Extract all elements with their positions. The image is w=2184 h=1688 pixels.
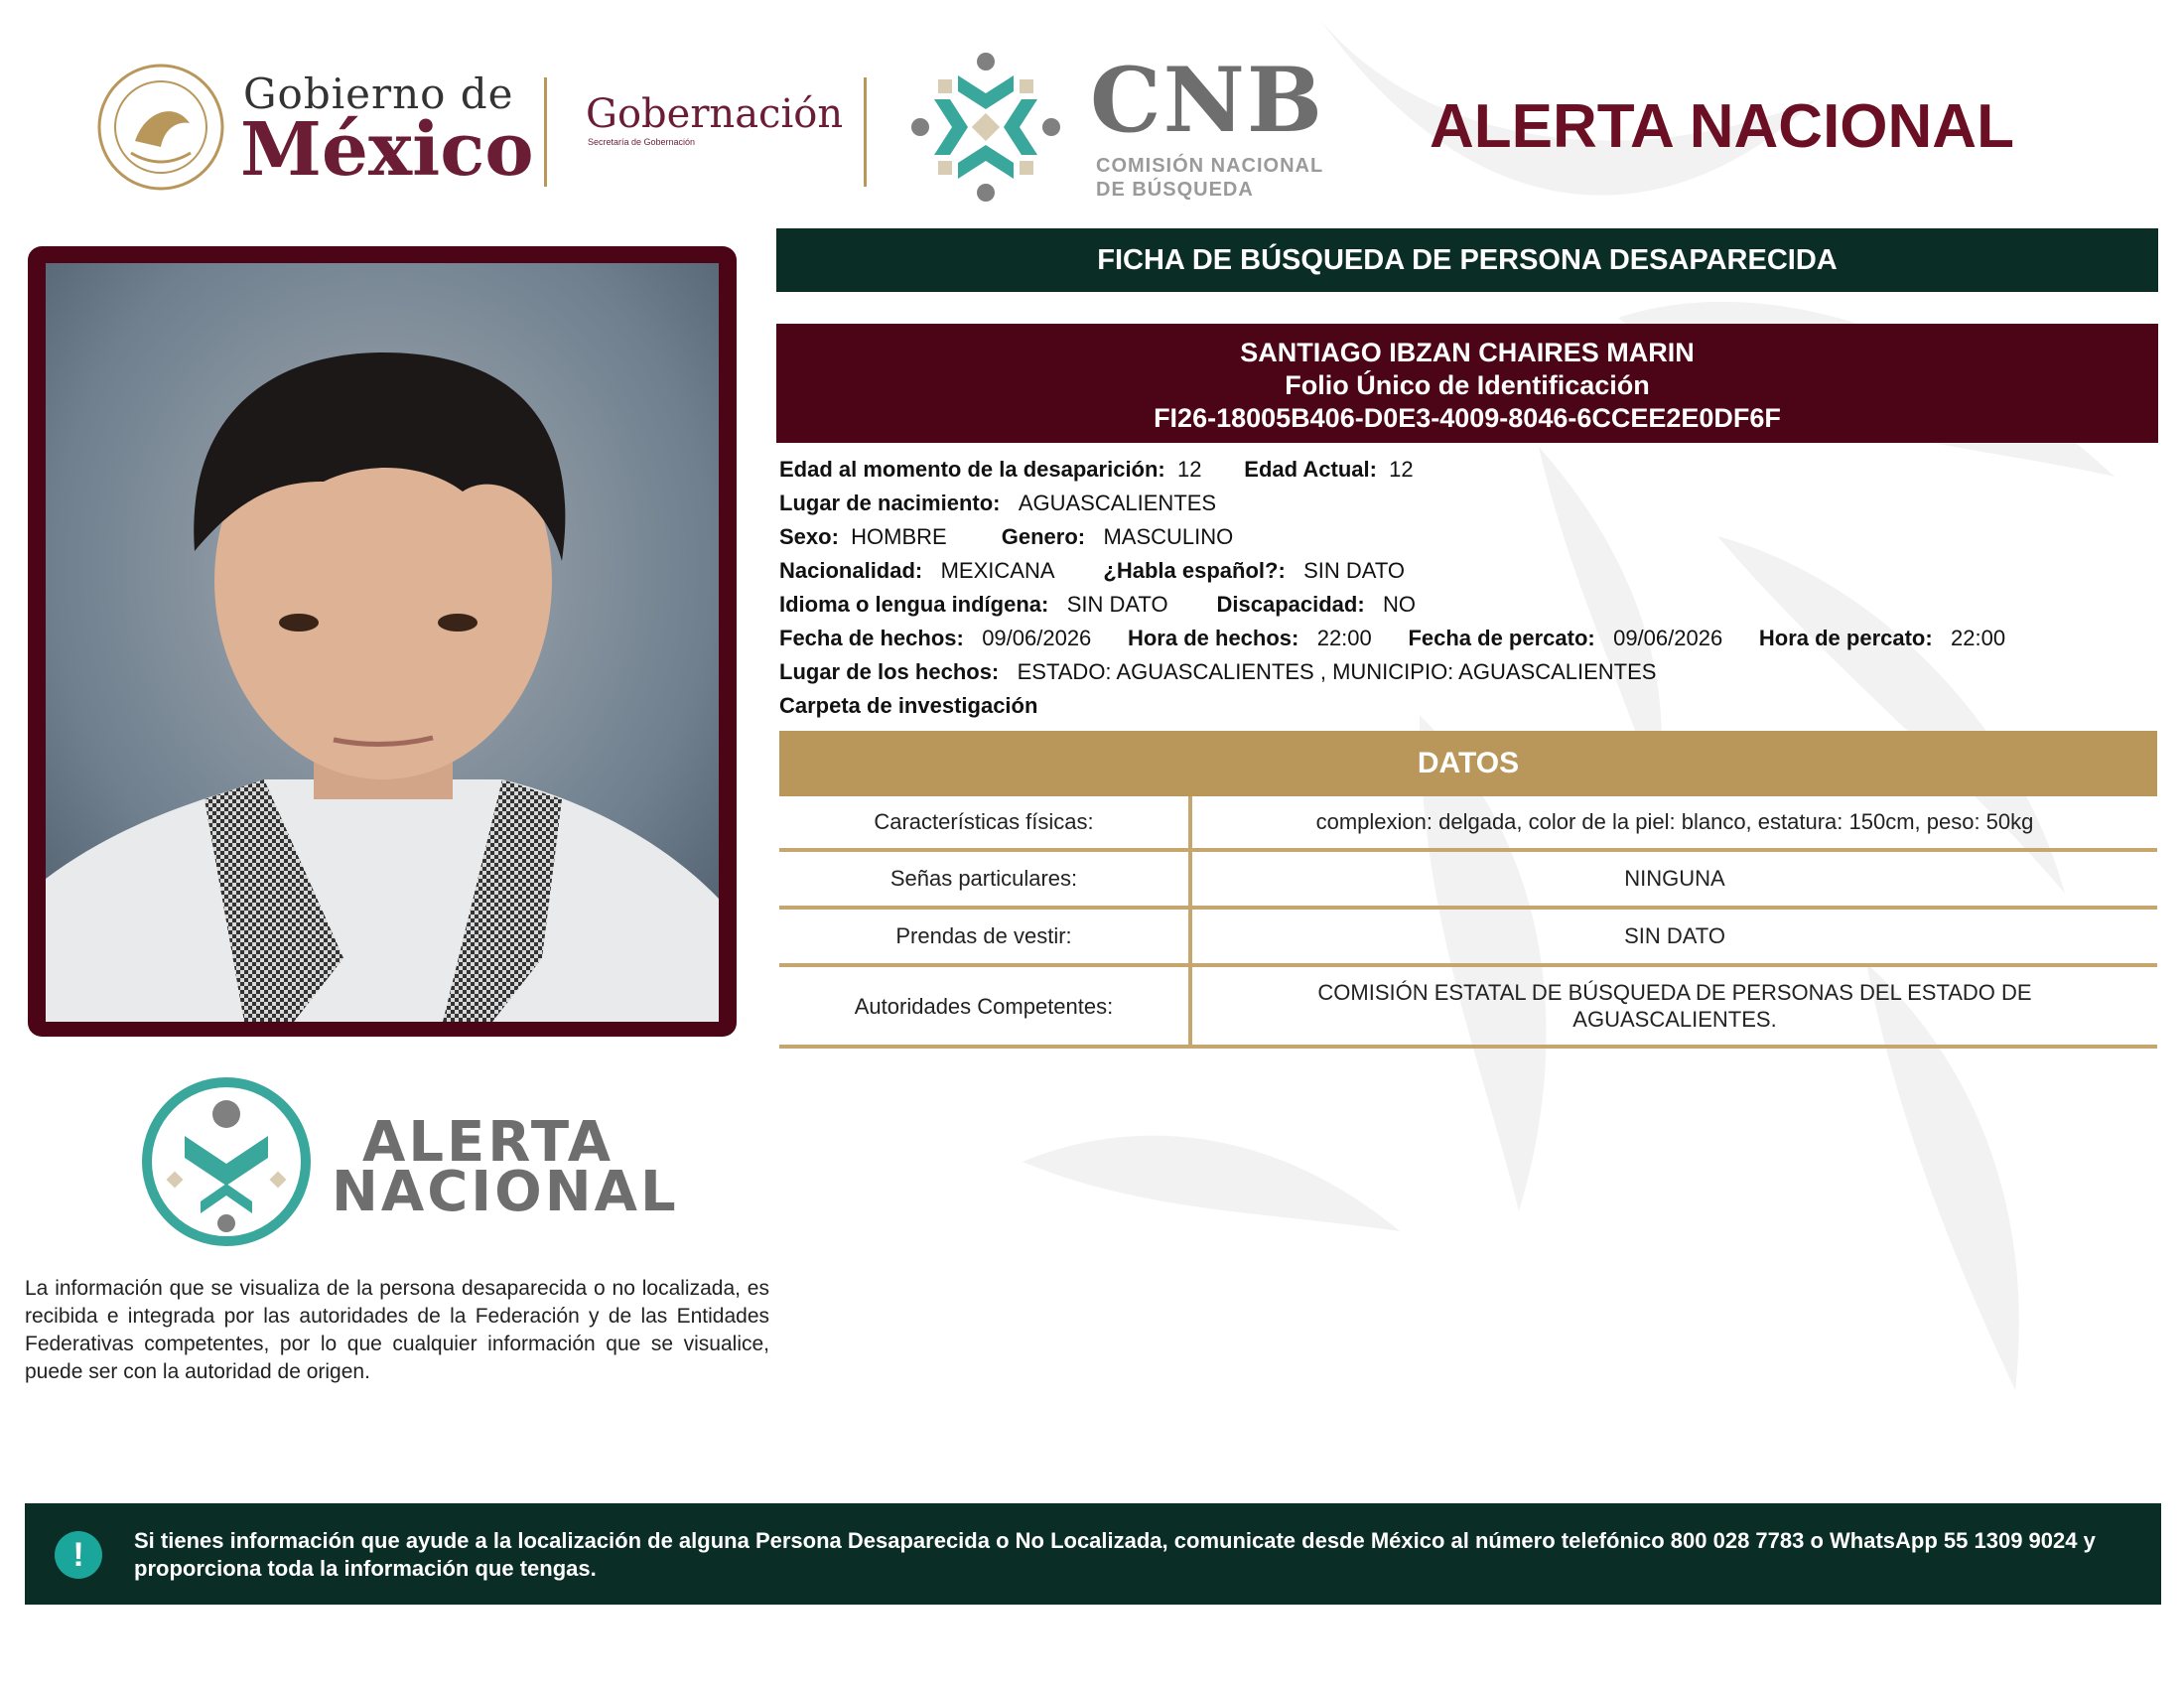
- datos-label: Autoridades Competentes:: [779, 965, 1190, 1047]
- header-divider: [864, 77, 867, 187]
- datos-label: Señas particulares:: [779, 850, 1190, 908]
- info-label: Edad Actual:: [1244, 457, 1377, 482]
- info-value: 12: [1177, 457, 1202, 482]
- info-label: Carpeta de investigación: [779, 693, 1038, 718]
- datos-label: Características físicas:: [779, 796, 1190, 850]
- info-label: Hora de hechos:: [1127, 626, 1299, 650]
- info-value: ESTADO: AGUASCALIENTES , MUNICIPIO: AGUASCALIENTES: [1017, 659, 1657, 684]
- mexico-seal-icon: [95, 62, 226, 193]
- table-row: [779, 908, 2157, 965]
- info-value: MASCULINO: [1103, 524, 1234, 549]
- gobernacion-subtitle: Secretaría de Gobernación: [588, 137, 696, 147]
- info-label: Nacionalidad:: [779, 558, 923, 583]
- table-row: [779, 965, 2157, 1047]
- info-value: 09/06/2026: [1613, 626, 1723, 650]
- info-label: Fecha de hechos:: [779, 626, 964, 650]
- gobierno-de-text: Gobierno de: [243, 70, 514, 118]
- footer-bar: [25, 1503, 2161, 1605]
- person-name: SANTIAGO IBZAN CHAIRES MARIN: [1240, 338, 1695, 367]
- cnb-logo-icon: [898, 40, 1073, 214]
- info-value: HOMBRE: [851, 524, 947, 549]
- nacional-logo-text: NACIONAL: [332, 1160, 679, 1224]
- alerta-nacional-header: ALERTA NACIONAL: [1430, 92, 2014, 161]
- info-label: Idioma o lengua indígena:: [779, 592, 1049, 617]
- info-value: 22:00: [1951, 626, 2006, 650]
- folio-label: Folio Único de Identificación: [1285, 370, 1650, 400]
- info-label: Lugar de los hechos:: [779, 659, 1000, 684]
- datos-table: [779, 796, 2157, 1049]
- datos-value: SIN DATO: [1190, 908, 2157, 965]
- header-divider: [544, 77, 547, 187]
- datos-value: NINGUNA: [1190, 850, 2157, 908]
- datos-label: Prendas de vestir:: [779, 908, 1190, 965]
- info-value: NO: [1383, 592, 1416, 617]
- exclamation-icon: !: [55, 1531, 102, 1579]
- info-label: Fecha de percato:: [1408, 626, 1595, 650]
- info-value: SIN DATO: [1303, 558, 1405, 583]
- info-value: AGUASCALIENTES: [1018, 491, 1217, 515]
- info-label: Hora de percato:: [1758, 626, 1933, 650]
- info-value: SIN DATO: [1066, 592, 1168, 617]
- info-line-carpeta: [779, 693, 1037, 719]
- ficha-title-bar: FICHA DE BÚSQUEDA DE PERSONA DESAPARECIDA: [776, 228, 2158, 292]
- cnb-subtitle-line1: COMISIÓN NACIONAL: [1096, 155, 1324, 177]
- info-label: Discapacidad:: [1216, 592, 1365, 617]
- mexico-text: México: [240, 107, 534, 193]
- gobernacion-title: Gobernación: [586, 91, 844, 137]
- info-line-fechas: [779, 626, 2005, 651]
- info-line-edad: [779, 457, 1414, 483]
- info-label: Edad al momento de la desaparición:: [779, 457, 1165, 482]
- info-line-lugar-hechos: [779, 659, 1656, 685]
- info-line-nacimiento: [779, 491, 1216, 516]
- info-label: Sexo:: [779, 524, 839, 549]
- table-row: [779, 796, 2157, 850]
- disclaimer-text: La información que se visualiza de la persona desaparecida o no localizada, es recibida e integrada por las autoridades de la Federación y de las Entidades Federativas competentes, por lo que cualquier información que se visualice, puede ser con la autoridad de origen.: [25, 1277, 769, 1383]
- table-row: [779, 850, 2157, 908]
- info-value: 09/06/2026: [982, 626, 1092, 650]
- cnb-subtitle-line2: DE BÚSQUEDA: [1096, 179, 1254, 201]
- datos-value: COMISIÓN ESTATAL DE BÚSQUEDA DE PERSONAS DEL ESTADO DE AGUASCALIENTES.: [1190, 965, 2157, 1047]
- cnb-title: CNB: [1090, 48, 1324, 153]
- footer-text: Si tienes información que ayude a la localización de alguna Persona Desaparecida o No Localizada, comunicate desde México al número telefónico 800 028 7783 o WhatsApp 55 1309 9024 y proporciona toda la información que tengas.: [134, 1528, 2096, 1581]
- info-line-nacionalidad: [779, 558, 1405, 584]
- info-line-sexo: [779, 524, 1233, 550]
- info-line-idioma: [779, 592, 1416, 618]
- folio-value: FI26-18005B406-D0E3-4009-8046-6CCEE2E0DF6F: [1154, 403, 1781, 433]
- info-value: MEXICANA: [940, 558, 1055, 583]
- person-name-block: [776, 324, 2158, 443]
- info-label: ¿Habla español?:: [1103, 558, 1286, 583]
- info-value: 12: [1389, 457, 1414, 482]
- datos-header: DATOS: [779, 731, 2157, 796]
- info-label: Genero:: [1001, 524, 1086, 549]
- alerta-nacional-logo-icon: [139, 1074, 314, 1249]
- info-value: 22:00: [1316, 626, 1372, 650]
- alerta-logo-text: ALERTA: [362, 1110, 614, 1175]
- info-label: Lugar de nacimiento:: [779, 491, 1001, 515]
- datos-value: complexion: delgada, color de la piel: blanco, estatura: 150cm, peso: 50kg: [1190, 796, 2157, 850]
- person-photo: [46, 263, 719, 1022]
